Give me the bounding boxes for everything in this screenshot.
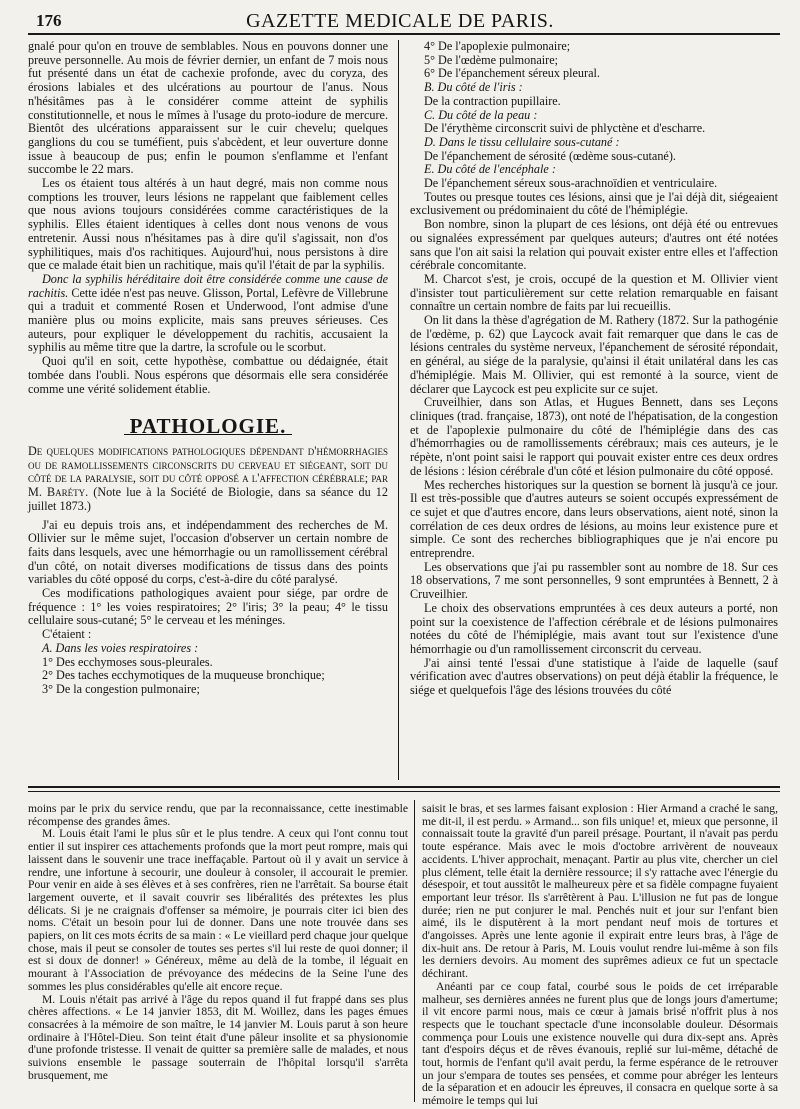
article-title <box>28 445 388 514</box>
feuilleton-paragraph: moins par le prix du service rendu, que par la reconnaissance, cette inestimable récompense des grandes âmes. <box>28 802 408 828</box>
list-heading <box>410 136 778 150</box>
header-rule <box>28 33 780 35</box>
body-paragraph: Cruveilhier, dans son Atlas, et Hugues Bennett, dans ses Leçons cliniques (trad. française, 1873), ont noté de l'hépatisation, de la congestion et de l'apoplexie pulmonaire du côté de l'hémiplégie dans des cas d'hémorrhagies ou de ramollissements cérébraux; mais ces auteurs, je le répète, n'ont point saisi le rapport qui pouvait exister entre ces deux ordres de lésions : lésion cérébrale d'un côté et lésion pulmonaire du côté opposé. <box>410 395 778 478</box>
body-paragraph: Mes recherches historiques sur la question se bornent là jusqu'à ce jour. Il est très-possible que d'autres auteurs se soient occupés expressément de ce sujet et que d'autres encore, dans leurs observations, aient noté, sinon la corrélation de ces deux ordres de lésions, au moins leur existence pure et simple. Ce sont des recherches bibliographiques que je n'ai encore pu entreprendre. <box>410 477 778 561</box>
list-item: De la contraction pupillaire. <box>424 93 561 108</box>
feuilleton-paragraph: Anéanti par ce coup fatal, courbé sous le poids de cet irréparable malheur, ses dernières années ne furent plus que de longs jours d'amertume; il vit encore parmi nous, mais ce cœur à jamais brisé n'offrit plus à nos respects que le touchant spectacle d'une inconsolable douleur. Désormais commença pour Louis une existence nouvelle qui dura dix-sept ans. Après tant d'espoirs déçus et de rêves évanouis, replié sur lui-même, détaché de tout, hormis de l'enfant qu'il avait perdu, la ferme espérance de le retrouver un jour s'empara de toutes ses pensées, et comme pour abréger les lenteurs de la séparation et en adoucir les épreuves, il consacra en quelque sorte à sa mémoire le temps qui lui <box>422 979 778 1108</box>
body-paragraph: gnalé pour qu'on en trouve de semblables. Nous en pouvons donner une preuve personnelle. Au mois de février dernier, un enfant de 7 mois nous fut présenté dans un état de cachexie profonde, avec du coryza, des érosions labiales et des ulcérations au pourtour de l'anus. Nous n'hésitâmes pas à le considérer comme atteint de syphilis constitutionnelle, et nous le mîmes à l'usage du proto-iodure de mercure. Bientôt des ulcérations apparaissent sur le cuir chevelu; quelques ganglions du cou se tuméfient, puis s'abcèdent, et leur ouverture donne issue à beaucoup de pus; enfin le poumon s'enflamme et l'enfant succombe le 22 mars. <box>28 39 388 177</box>
upper-right-column <box>410 40 778 698</box>
list-item: 5° De l'œdème pulmonaire; <box>424 52 558 67</box>
body-paragraph: M. Charcot s'est, je crois, occupé de la question et M. Ollivier vient d'insister tout particulièrement sur cette relation remarquable en faisant connaître un certain nombre de faits par lui recueillis. <box>410 271 778 314</box>
list-item: 1° Des ecchymoses sous-pleurales. <box>42 654 213 669</box>
list-item: De l'épanchement de sérosité (œdème sous-cutané). <box>424 148 676 163</box>
list-item: 3° De la congestion pulmonaire; <box>42 681 200 696</box>
list-heading-text: D. Dans le tissu cellulaire sous-cutané : <box>424 134 620 149</box>
feuilleton-paragraph: saisit le bras, et ses larmes faisant explosion : Hier Armand a craché le sang, me dit-il, il est perdu. » Armand... son fils unique! et, mieux que personne, il connaissait toute la gravité d'un pareil présage. Pourtant, il n'avait pas perdu toute espérance. Mais avec le mois d'octobre arrivèrent de nouveaux accidents. L'hiver approchait, menaçant. Partir au plus vite, chercher un ciel plus clément, telle était la dernière ressource; il s'y rattache avec l'énergie du désespoir, et tout aussitôt le malheureux père et sa fidèle compagne fuyaient emportant leur trésor. Ils s'arrêtèrent à Pau. L'illusion ne fut pas de longue durée; rien ne put conjurer le mal. Penchés nuit et jour sur l'enfant bien aimé, ils le disputèrent à la mort pendant neuf mois de tortures et d'angoisses. Après une lente agonie il expirait entre leurs bras, à l'âge de dix-huit ans. De retour à Paris, M. Louis voulut rendre lui-même à son fils les derniers devoirs. Au moment des suprêmes adieux ce fut un spectacle déchirant. <box>422 802 778 981</box>
list-item: De l'épanchement séreux sous-arachnoïdien et ventriculaire. <box>424 176 718 191</box>
list-heading <box>410 163 778 177</box>
body-paragraph: On lit dans la thèse d'agrégation de M. Rathery (1872. Sur la pathogénie de l'œdème, p. 62) que Laycock avait fait remarquer que dans le cas de lésions centrales du système nerveux, l'épanchement de sérosité répondait, en général, au siége de la paralysie, qu'ainsi il était unilatéral dans les cas d'hémiplégie. Mais M. Ollivier, qui est remonté à la source, vient de déclarer que Laycock est peu explicite sur ce sujet. <box>410 313 778 396</box>
list-item: De l'érythème circonscrit suivi de phlyctène et d'escharre. <box>424 121 706 136</box>
list-heading-text: E. Du côté de l'encéphale : <box>424 162 556 177</box>
section-heading <box>28 414 388 439</box>
list-item: 2° Des taches ecchymotiques de la muqueuse bronchique; <box>42 668 325 683</box>
journal-title: GAZETTE MEDICALE DE PARIS. <box>246 10 554 32</box>
feuilleton-left-column <box>28 803 408 1082</box>
body-paragraph: Le choix des observations empruntées à ces deux auteurs a porté, non point sur la coexistence de l'affection cérébrale et de lésions pulmonaires notées du côté de l'hémiplégie, mais avant tout sur l'existence d'une hémorrhagie ou d'un ramollissement circonscrit du cerveau. <box>410 600 778 656</box>
page-header <box>0 0 800 30</box>
body-text: Cette idée n'est pas neuve. Glisson, Portal, Lefèvre de Villebrune qui a traduit et commenté Rosen et Underwood, l'ont admise d'une manière plus ou moins explicite, mais sans preuves sérieuses. Ces auteurs, pour expliquer le développement du rachitis, accusaient la syphilis au même titre que la dartre, la scrofule ou le scorbut. <box>28 285 389 355</box>
list-item: 4° De l'apoplexie pulmonaire; <box>424 39 571 53</box>
list-item: 6° De l'épanchement séreux pleural. <box>424 66 600 81</box>
feuilleton-rule-thin <box>28 791 780 792</box>
body-paragraph <box>28 273 388 355</box>
column-divider <box>398 40 399 780</box>
page-number: 176 <box>36 11 62 30</box>
body-paragraph: Toutes ou presque toutes ces lésions, ainsi que je l'ai déjà dit, siégeaient exclusivement ou prédominaient du côté de l'hémiplégie. <box>410 189 778 218</box>
list-heading-text: A. Dans les voies respiratoires : <box>42 640 199 655</box>
list-heading <box>410 81 778 95</box>
body-paragraph: Bon nombre, sinon la plupart de ces lésions, ont déjà été ou entrevues ou signalées expressément par quelques auteurs; d'autres ont été notées sans que l'on ait saisi la relation qui pouvait exister entre elles et l'affection cérébrale concomitante. <box>410 217 778 273</box>
body-paragraph: Ces modifications pathologiques avaient pour siége, par ordre de fréquence : 1° les voies respiratoires; 2° l'iris; 3° la peau; 4° le tissu cellulaire sous-cutané; 5° le cerveau et les méninges. <box>28 586 388 628</box>
body-paragraph: Les os étaient tous altérés à un haut degré, mais non comme nous comptions les trouver, leurs lésions ne rappelant que faiblement celles que nous avions toujours considérées comme caractéristiques de la syphilis. Elles étaient identiques à celles dont nous venons de vous entretenir. Aussi nous n'hésitames pas à dire qu'il s'agissait, non d'os syphilitiques, mais d'os rachitiques. Aujourd'hui, nous persistons à dire que ce malade était bien un rachitique, mais qu'il l'était de par la syphilis. <box>28 176 388 273</box>
feuilleton-divider <box>414 800 415 1102</box>
list-heading <box>28 642 388 656</box>
article-title-text: De quelques modifications pathologiques dépendant d'hémorrhagies ou de ramollissements circonscrits du cerveau et siégeant, soit du côté de la paralysie, soit du côté opposé a l'affection cérébrale; par M. Baréty. <box>28 443 388 500</box>
section-heading-text: PATHOLOGIE. <box>124 420 293 435</box>
feuilleton-paragraph: M. Louis était l'ami le plus sûr et le plus tendre. A ceux qui l'ont connu tout entier il sut inspirer ces attachements profonds que la mort peut rompre, mais qui laissent dans le souvenir une trace ineffaçable. Partout où il y avait un service à rendre, une infortune à secourir, une douleur à consoler, il accourait le premier. Pour venir en aide à ses élèves et à ses confrères, rien ne l'arrêtait. Sa bourse était largement ouverte, et il savait couvrir ses libéralités des prétextes les plus délicats. Si je ne craignais d'offenser sa mémoire, je pourrais citer ici bien des noms. C'était un besoin pour lui de donner. Dans une note trouvée dans ses papiers, on lit ces mots écrits de sa main : « Le vieillard perd chaque jour quelque chose, mais il peut se consoler de toutes ses pertes s'il lui reste de quoi donner; il est si doux de donner! » Généreux, même au delà de la tombe, il léguait en mourant à l'Association de prévoyance des médecins de la Seine l'une des sommes les plus considérables qu'elle ait encore reçue. <box>28 827 408 993</box>
upper-left-column <box>28 40 388 697</box>
body-paragraph: Quoi qu'il en soit, cette hypothèse, combattue ou dédaignée, était tombée dans l'oubli. Nous espérons que désormais elle sera considérée comme une vérité solidement établie. <box>28 354 388 396</box>
body-paragraph: Les observations que j'ai pu rassembler sont au nombre de 18. Sur ces 18 observations, 7 me sont personnelles, 9 sont empruntées à Bennett, 2 à Cruveilhier. <box>410 559 778 602</box>
body-paragraph: J'ai eu depuis trois ans, et indépendamment des recherches de M. Ollivier sur le même sujet, l'occasion d'observer un certain nombre de faits dans lesquels, avec une hémorrhagie ou un ramollissement cérébral d'un côté, on notait diverses modifications de tissus dans des points variables du côté opposé du corps, c'est-à-dire du côté paralysé. <box>28 517 388 587</box>
feuilleton-right-column <box>422 803 778 1108</box>
feuilleton-paragraph: M. Louis n'était pas arrivé à l'âge du repos quand il fut frappé dans ses plus chères affections. « Le 14 janvier 1853, dit M. Woillez, dans les pages émues consacrées à la mémoire de son maître, le 14 janvier M. Louis parut à son heure ordinaire à l'Hôtel-Dieu. Son teint était d'une pâleur insolite et sa physionomie d'une profonde tristesse. Il venait de quitter sa première salle de malades, et nous suivions ensemble le passage souterrain de l'hôpital lorsqu'il s'arrêta brusquement, me <box>28 992 408 1082</box>
list-heading-text: C. Du côté de la peau : <box>424 107 538 122</box>
italic-thesis: Donc la syphilis héréditaire doit être considérée comme une cause de rachitis. <box>28 271 388 300</box>
list-heading <box>410 109 778 123</box>
feuilleton-rule <box>28 786 780 788</box>
list-intro: C'étaient : <box>42 627 92 642</box>
list-heading-text: B. Du côté de l'iris : <box>424 80 523 95</box>
body-paragraph: J'ai ainsi tenté l'essai d'une statistique à l'aide de laquelle (sauf vérification avec d'autres observations) on peut déjà établir la fréquence, le siége et quelquefois l'âge des lésions trouvées du côté <box>410 655 778 698</box>
article-note: (Note lue à la Société de Biologie, dans sa séance du 12 juillet 1873.) <box>28 485 388 513</box>
